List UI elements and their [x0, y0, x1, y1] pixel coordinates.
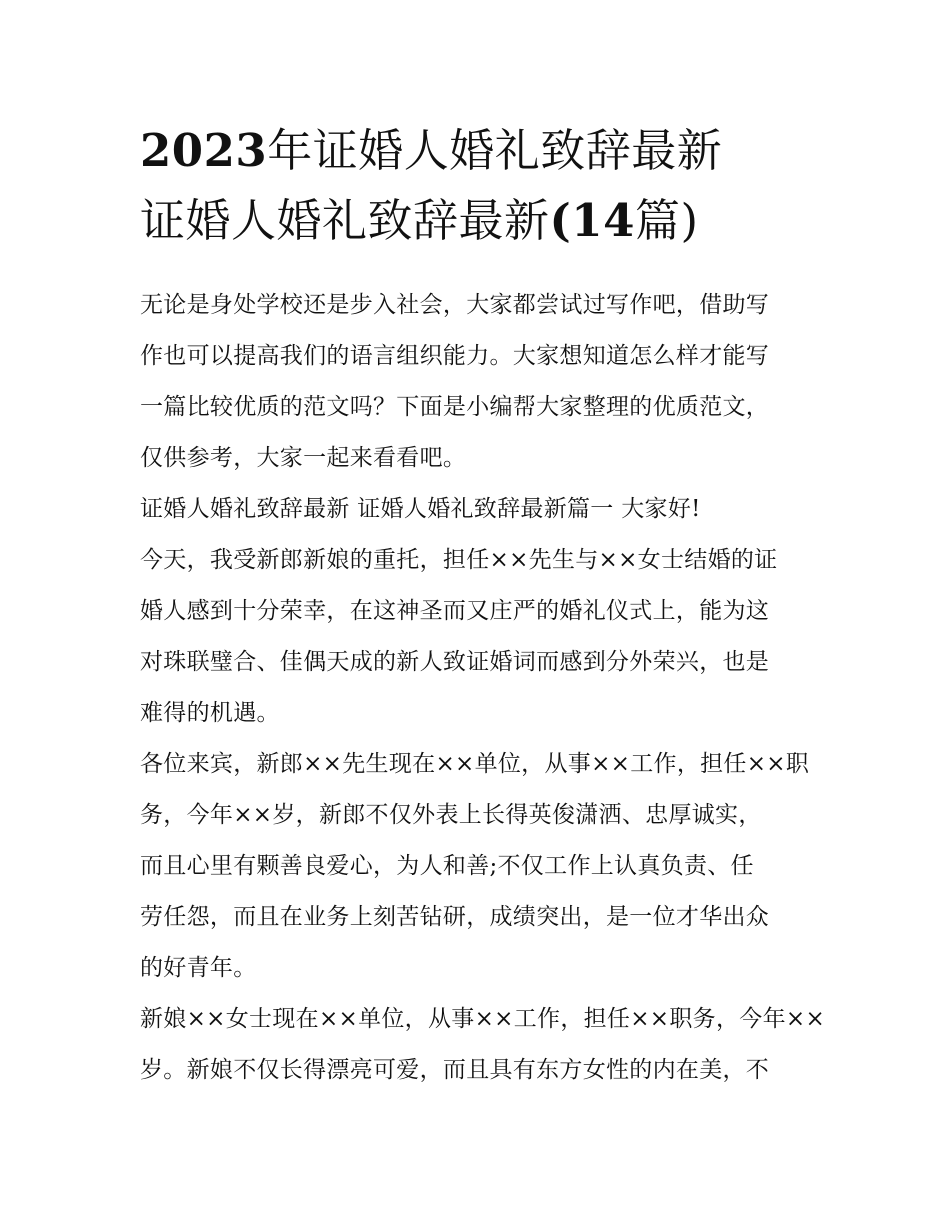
title-line-1: [140, 116, 820, 186]
subtitle-count: (14: [549, 194, 635, 247]
paragraph-groom: [140, 739, 820, 994]
subtitle-text: 证婚人婚礼致辞最新: [140, 194, 550, 247]
text-line: 仅供参考，大家一起来看看吧。: [140, 445, 467, 471]
text-line: 而且心里有颗善良爱心，为人和善;不仅工作上认真负责、任: [140, 853, 754, 879]
subtitle-suffix: 篇): [634, 194, 699, 247]
title-line-2: [140, 186, 820, 256]
text-line: 今天，我受新郎新娘的重托，担任××先生与××女士结婚的证: [140, 547, 778, 573]
text-line: 各位来宾，新郎××先生现在××单位，从事××工作，担任××职: [140, 751, 810, 777]
paragraph-greeting: [140, 484, 820, 535]
text-line: 新娘××女士现在××单位，从事××工作，担任××职务，今年××: [140, 1006, 826, 1032]
document-body: [140, 280, 826, 1096]
paragraph-bride: [140, 994, 826, 1096]
text-line: 对珠联璧合、佳偶天成的新人致证婚词而感到分外荣兴，也是: [140, 649, 770, 675]
text-line: 的好青年。: [140, 955, 257, 981]
page-title: [140, 116, 820, 256]
title-year: 2023: [140, 124, 268, 177]
text-line: 一篇比较优质的范文吗？下面是小编帮大家整理的优质范文，: [140, 394, 770, 420]
paragraph-opening: [140, 535, 820, 739]
text-line: 证婚人婚礼致辞最新 证婚人婚礼致辞最新篇一 大家好!: [140, 496, 701, 522]
paragraph-intro: [140, 280, 820, 484]
text-line: 劳任怨，而且在业务上刻苦钻研，成绩突出，是一位才华出众: [140, 904, 770, 930]
title-text: 年证婚人婚礼致辞最新: [267, 124, 723, 177]
text-line: 难得的机遇。: [140, 700, 280, 726]
text-line: 作也可以提高我们的语言组织能力。大家想知道怎么样才能写: [140, 343, 770, 369]
text-line: 务，今年××岁，新郎不仅外表上长得英俊潇洒、忠厚诚实，: [140, 802, 762, 828]
text-line: 无论是身处学校还是步入社会，大家都尝试过写作吧，借助写: [140, 292, 770, 318]
text-line: 婚人感到十分荣幸，在这神圣而又庄严的婚礼仪式上，能为这: [140, 598, 770, 624]
text-line: 岁。新娘不仅长得漂亮可爱，而且具有东方女性的内在美，不: [140, 1057, 770, 1083]
